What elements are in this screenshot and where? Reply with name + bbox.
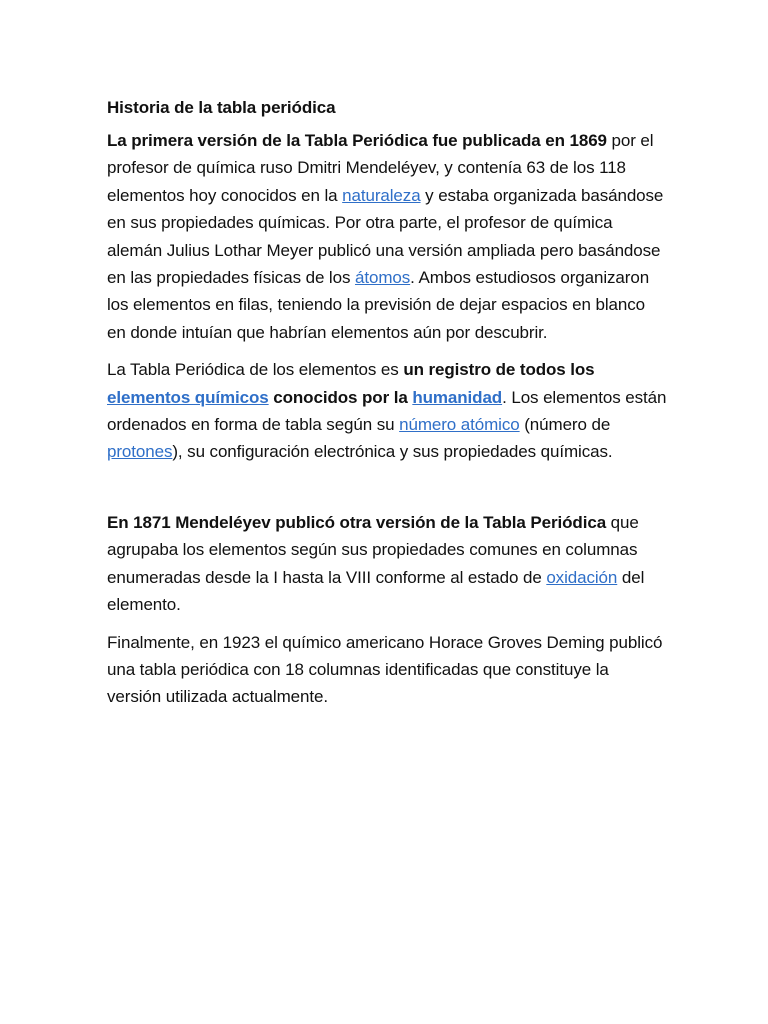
text-run: y estaba organizada basándose en sus propiedades químicas. Por otra parte, el profesor de química alemán Julius Lothar Meyer publicó una versión ampliada pero basándose en las propiedades físicas de los [107, 185, 664, 288]
link-protones[interactable]: protones [107, 442, 173, 462]
link-naturaleza[interactable]: naturaleza [342, 185, 421, 205]
text-run: del elemento. [107, 567, 645, 615]
bold-lead-1869: La primera versión de la Tabla Periódica fue publicada en 1869 [107, 131, 607, 150]
text-run: que agrupaba los elementos según sus propiedades comunes en columnas enumeradas desde la I hasta la VIII conforme al estado de [107, 512, 639, 587]
document-page [107, 94, 667, 721]
link-elementos-quimicos[interactable]: elementos químicos [107, 387, 269, 407]
text-run: La Tabla Periódica de los elementos es [107, 360, 404, 380]
bold-run: un registro de todos los [403, 360, 595, 380]
paragraph-definition [107, 356, 667, 466]
paragraph-1923-version: Finalmente, en 1923 el químico americano Horace Groves Deming publicó una tabla periódica con 18 columnas identificadas que constituye la versión utilizada actualmente. [107, 632, 663, 707]
text-run: ), su configuración electrónica y sus propiedades químicas. [172, 442, 613, 462]
document-heading: Historia de la tabla periódica [107, 98, 336, 117]
paragraph-first-version [107, 127, 667, 346]
link-oxidacion[interactable]: oxidación [546, 567, 618, 587]
bold-run: conocidos por la [268, 387, 413, 407]
text-run: (número de [519, 415, 611, 435]
text-run: . Ambos estudiosos organizaron los elementos en filas, teniendo la previsión de dejar espacios en blanco en donde intuían que habrían elementos aún por descubrir. [107, 268, 650, 342]
text-run: por el profesor de química ruso Dmitri Mendeléyev, y contenía 63 de los 118 elementos hoy conocidos en la [107, 131, 654, 205]
link-humanidad[interactable]: humanidad [412, 387, 503, 407]
text-run: . Los elementos están ordenados en forma de tabla según su [107, 387, 667, 435]
link-atomos[interactable]: átomos [354, 268, 411, 288]
link-numero-atomico[interactable]: número atómico [399, 415, 520, 435]
bold-lead-1871: En 1871 Mendeléyev publicó otra versión de la Tabla Periódica [107, 512, 607, 532]
paragraph-1871-version [107, 509, 667, 619]
